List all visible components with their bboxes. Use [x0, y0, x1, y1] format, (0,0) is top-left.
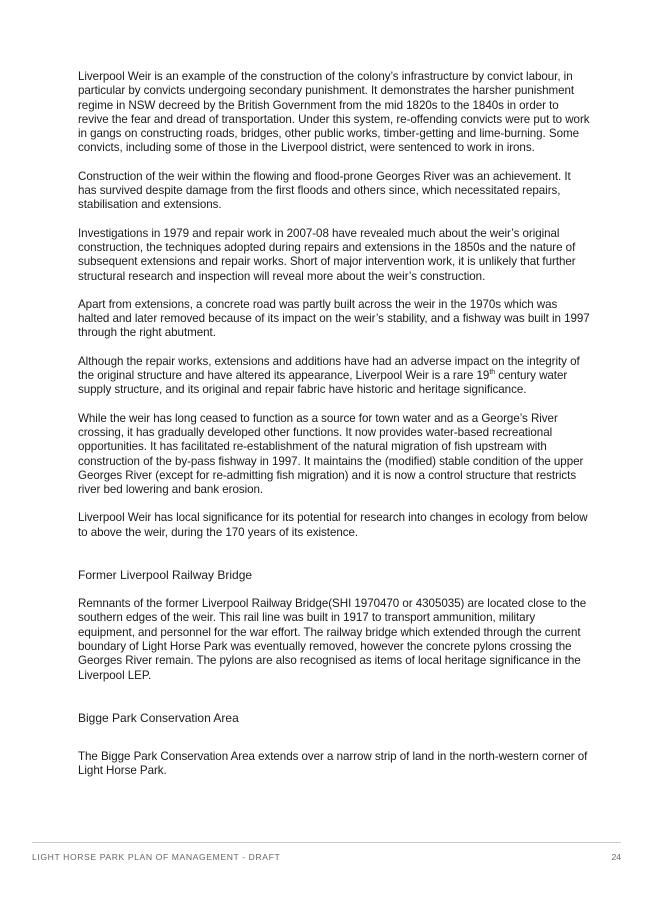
heading-bigge-park: Bigge Park Conservation Area [78, 710, 239, 725]
superscript-th: th [489, 369, 496, 377]
paragraph-bigge-park: The Bigge Park Conservation Area extends over a narrow strip of land in the north-western corner of Light Horse Park. [78, 749, 588, 778]
paragraph-weir-convict-labour: Liverpool Weir is an example of the construction of the colony’s infrastructure by convict labour, in particular by convicts undergoing secondary punishment. It demonstrates the harsher punishment regime in NSW decreed by the British Government from the mid 1820s to the 1840s in order to revive the fear and dread of transportation. Under this system, re-offending convicts were put to work in gangs on constructing roads, bridges, other public works, timber-getting and lime-burning. Some convicts, including some of those in the Liverpool district, were sentenced to work in irons. [78, 70, 590, 155]
paragraph-weir-heritage-text-1: Although the repair works, extensions and additions have had an adverse impact on the integrity of the original structure and have altered its appearance, Liverpool Weir is a rare 19 [78, 354, 580, 383]
footer-divider [32, 842, 621, 843]
paragraph-weir-functions: While the weir has long ceased to function as a source for town water and as a George’s River crossing, it has gradually developed other functions. It now provides water-based recreational opportunities. It has facilitated re-establishment of the natural migration of fish upstream with construction of the by-pass fishway in 1997. It maintains the (modified) stable condition of the upper Georges River (except for re-admitting fish migration) and it is now a control structure that restricts river bed lowering and bank erosion. [78, 411, 584, 497]
paragraph-weir-heritage [78, 355, 590, 398]
document-body [78, 70, 590, 792]
paragraph-weir-research: Liverpool Weir has local significance for its potential for research into changes in ecology from below to above the weir, during the 170 years of its existence. [78, 511, 588, 539]
paragraph-weir-heritage-text-2: century water supply structure, and its original and repair fabric have historic and heritage significance. [78, 369, 568, 397]
paragraph-weir-construction: Construction of the weir within the flowing and flood-prone Georges River was an achievement. It has survived despite damage from the first floods and others since, which necessitated repairs, stabilisation and extensions. [78, 169, 571, 212]
paragraph-weir-extensions: Apart from extensions, a concrete road was partly built across the weir in the 1970s which was halted and later removed because of its impact on the weir’s stability, and a fishway was built in 1997 through the right abutment. [78, 297, 590, 340]
paragraph-weir-investigations: Investigations in 1979 and repair work in 2007-08 have revealed much about the weir’s original construction, the techniques adopted during repairs and extensions in the 1850s and the nature of subsequent extensions and repair works. Short of major intervention work, it is unlikely that further structural research and inspection will reveal more about the weir’s construction. [78, 226, 576, 283]
heading-railway-bridge: Former Liverpool Railway Bridge [78, 568, 253, 583]
footer-page-number: 24 [611, 852, 621, 862]
paragraph-railway-bridge: Remnants of the former Liverpool Railway Bridge(SHI 1970470 or 4305035) are located close to the southern edges of the weir. This rail line was built in 1917 to transport ammunition, military equipment, and personnel for the war effort. The railway bridge which extended through the current boundary of Light Horse Park was eventually removed, however the concrete pylons crossing the Georges River remain. The pylons are also recognised as items of local heritage significance in the Liverpool LEP. [78, 597, 587, 682]
footer-document-title: LIGHT HORSE PARK PLAN OF MANAGEMENT - DRAFT [32, 852, 281, 862]
